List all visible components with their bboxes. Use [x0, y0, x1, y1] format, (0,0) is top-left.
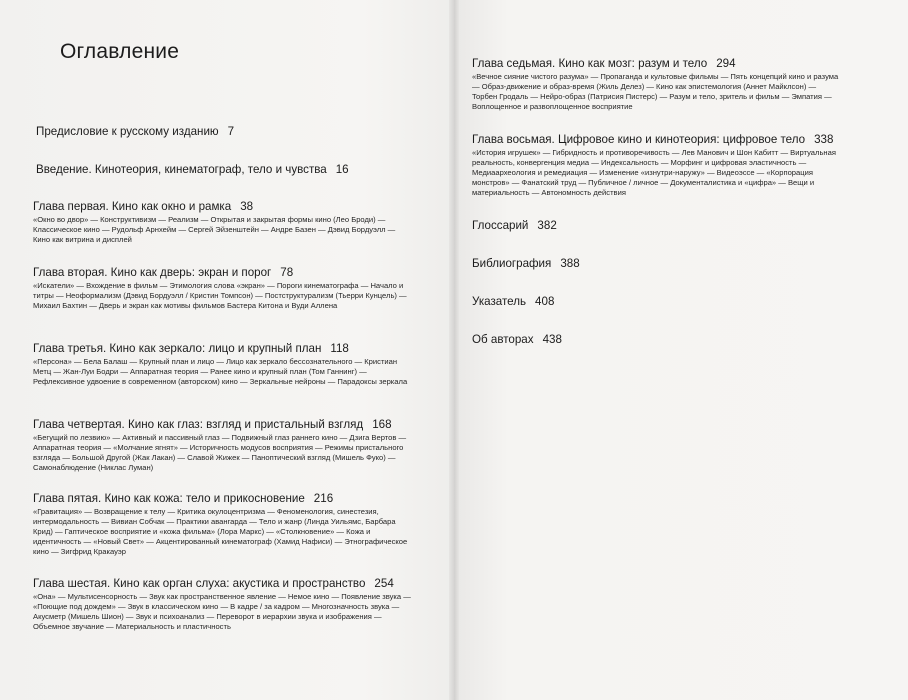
toc-entry-index — [472, 295, 554, 309]
entry-description: «Она» — Мультисенсорность — Звук как пространственное явление — Немое кино — Появление звука — «Поющие под дождем» — Звук в классическом кино — В кадре / за кадром — Многозначность звука — Акусметр (Мишель Шион) — Звук и психоанализ — Переворот в иерархии звука и изображения — Объемное звучание — Материальность и пластичность — [33, 592, 411, 631]
entry-page: 38 — [240, 200, 254, 213]
book-gutter — [449, 0, 459, 700]
toc-entry-intro — [36, 163, 349, 177]
toc-entry-chapter-6 — [33, 577, 411, 632]
toc-entry-chapter-4 — [33, 418, 411, 473]
entry-title: Библиография — [472, 257, 552, 270]
entry-title: Глава шестая. Кино как орган слуха: акустика и пространство — [33, 577, 366, 590]
entry-page: 382 — [537, 219, 557, 232]
entry-page: 168 — [372, 418, 392, 431]
toc-entry-chapter-8 — [472, 133, 840, 198]
toc-entry-chapter-2 — [33, 266, 411, 311]
entry-title: Об авторах — [472, 333, 534, 346]
entry-title: Глава первая. Кино как окно и рамка — [33, 200, 232, 213]
toc-entry-chapter-5 — [33, 492, 411, 557]
entry-page: 408 — [535, 295, 555, 308]
entry-title: Глава пятая. Кино как кожа: тело и прикосновение — [33, 492, 305, 505]
entry-title: Глава седьмая. Кино как мозг: разум и тело — [472, 57, 708, 70]
entry-title: Глава третья. Кино как зеркало: лицо и крупный план — [33, 342, 322, 355]
toc-entry-authors — [472, 333, 562, 347]
entry-description: «Гравитация» — Возвращение к телу — Критика окулоцентризма — Феноменология, синестезия, интермодальность — Вивиан Собчак — Практики авангарда — Тело и жанр (Линда Уильямс, Барбара Крид) — Гаптическое восприятие и «кожа фильма» (Лора Маркс) — «Столкновение» — Кожа и идентичность — «Новый Свет» — Акцентированный кинематограф (Хамид Нафиси) — Этнографическое кино — Зигфрид Кракауэр — [33, 507, 408, 556]
entry-page: 438 — [542, 333, 562, 346]
entry-description: «Бегущий по лезвию» — Активный и пассивный глаз — Подвижный глаз раннего кино — Дзига Вертов — Аппаратная теория — «Молчание ягнят» — Историчность модусов восприятия — Режимы пристального взгляда — Большой Другой (Жак Лакан) — Славой Жижек — Паноптический взгляд (Мишель Фуко) — Самонаблюдение (Никлас Луман) — [33, 433, 407, 472]
entry-page: 338 — [814, 133, 834, 146]
toc-entry-chapter-7 — [472, 57, 840, 112]
entry-page: 254 — [374, 577, 394, 590]
toc-entry-chapter-1 — [33, 200, 411, 245]
entry-page: 118 — [330, 342, 349, 355]
toc-title: Оглавление — [60, 40, 180, 63]
entry-page: 388 — [560, 257, 580, 270]
entry-title: Указатель — [472, 295, 527, 308]
entry-title: Предисловие к русскому изданию — [36, 125, 219, 138]
entry-page: 216 — [313, 492, 334, 505]
toc-entry-chapter-3 — [33, 342, 411, 387]
entry-title: Глава вторая. Кино как дверь: экран и порог — [33, 266, 272, 279]
entry-description: «Искатели» — Вхождение в фильм — Этимология слова «экран» — Пороги кинематографа — Начало и титры — Неоформализм (Дэвид Бордуэлл / Кристин Томпсон) — Постструктурализм (Тьерри Кунцель) — Михаил Бахтин — Дверь и экран как мотивы фильмов Бастера Китона и Вуди Аллена — [33, 281, 407, 310]
toc-entry-glossary — [472, 219, 557, 233]
entry-title: Введение. Кинотеория, кинематограф, тело и чувства — [36, 163, 327, 176]
entry-description: «История игрушек» — Гибридность и противоречивость — Лев Манович и Шон Кабитт — Виртуальная реальность, конвергенция медиа — Индексальность — Морфинг и цифровая эластичность — Медиаархеология и ремедиация — Изменение «изнутри-наружу» — Видеоэссе — «Корпорация монстров» — Фанатский труд — Публичное / личное — Документалистика и «цифра» — Вещи и материальность — Автономность действия — [472, 148, 836, 197]
entry-title: Глоссарий — [472, 219, 529, 232]
entry-description: «Окно во двор» — Конструктивизм — Реализм — Открытая и закрытая формы кино (Лео Броди) — Классическое кино — Рудольф Арнхейм — Сергей Эйзенштейн — Андре Базен — Дэвид Бордуэлл — Кино как витрина и дисплей — [33, 215, 396, 244]
entry-page: 7 — [227, 125, 235, 138]
entry-title: Глава восьмая. Цифровое кино и кинотеория: цифровое тело — [472, 133, 806, 146]
entry-title: Глава четвертая. Кино как глаз: взгляд и пристальный взгляд — [33, 418, 364, 431]
entry-page: 16 — [335, 163, 349, 176]
entry-description: «Персона» — Бела Балаш — Крупный план и лицо — Лицо как зеркало бессознательного — Кристиан Метц — Жан-Луи Бодри — Аппаратная теория — Ранее кино и крупный план (Том Ганнинг) — Рефлексивное удвоение в современном (авторском) кино — Зеркальные нейроны — Парадоксы зеркала — [33, 357, 408, 386]
entry-page: 294 — [716, 57, 736, 70]
toc-entry-preface — [36, 125, 234, 139]
entry-page: 78 — [280, 266, 294, 279]
toc-entry-bibliography — [472, 257, 580, 271]
entry-description: «Вечное сияние чистого разума» — Пропаганда и культовые фильмы — Пять концепций кино и разума — Образ-движение и образ-время (Жиль Делез) — Кино как эпистемология (Аннет Майклсон) — Торбен Гродаль — Нейро-образ (Патрисия Пистерс) — Разум и тело, зритель и фильм — Эмпатия — Воплощенное и развоплощенное восприятие — [472, 72, 839, 111]
